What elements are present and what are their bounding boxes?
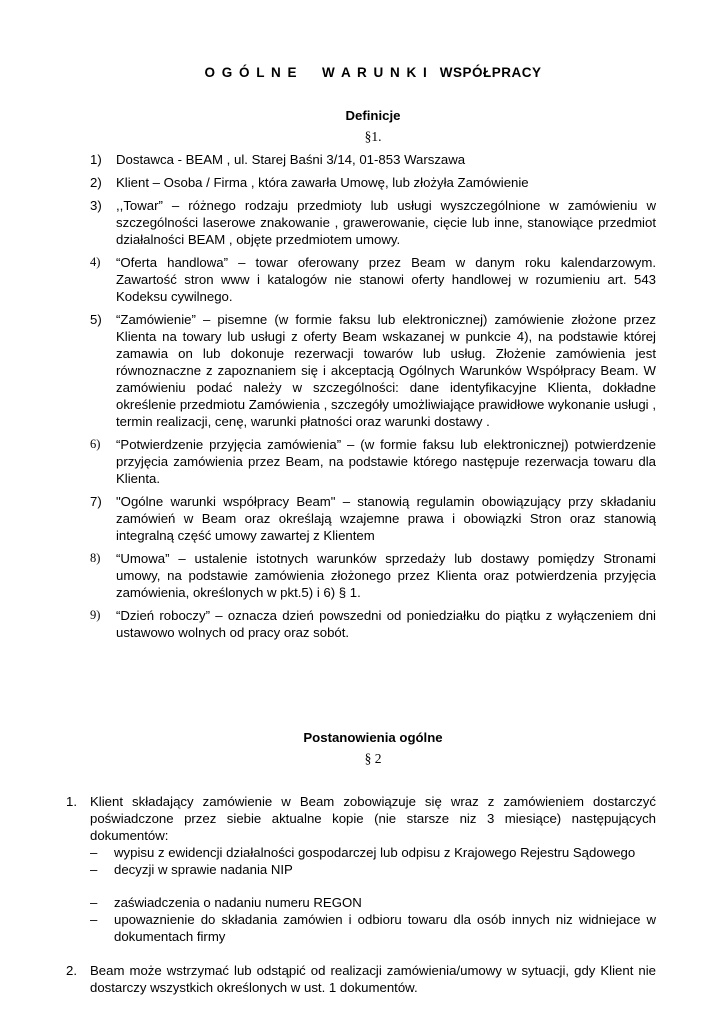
item-text: "Ogólne warunki współpracy Beam" – stanowią regulamin obowiązujący przy składaniu zamówień w Beam oraz określają wzajemne prawa i obowiązki Stron oraz stanowią integralną część umowy zawartej z Klientem	[116, 494, 656, 543]
item-number: 2)	[90, 175, 102, 190]
general-item-1	[66, 793, 656, 945]
general-provisions-list	[66, 793, 656, 996]
bullet-spacer	[90, 878, 656, 894]
item-number: 9)	[90, 608, 101, 622]
bullet-text: upowaznienie do składania zamówien i odbioru towaru dla osób innych niz widniejace w dokumentach firmy	[114, 912, 656, 944]
item-text: Dostawca - BEAM , ul. Starej Baśni 3/14, 01-853 Warszawa	[116, 152, 466, 167]
item-number: 5)	[90, 312, 102, 327]
definitions-list	[90, 151, 656, 641]
item-text: Klient – Osoba / Firma , która zawarła Umowę, lub złożyła Zamówienie	[116, 175, 529, 190]
definitions-heading: Definicje	[345, 108, 401, 123]
document-bullet	[90, 861, 656, 878]
definitions-section-sign: §1.	[364, 129, 382, 144]
document-title	[90, 64, 656, 81]
general-section-sign: § 2	[364, 751, 382, 766]
item-text: “Zamówienie” – pisemne (w formie faksu lub elektronicznej) zamówienie złożone przez Klienta na towary lub usługi z oferty Beam wskazanej w punkcie 4), na podstawie której zamawia on lub dokonuje rezerwacji towarów lub usług. Złożenie zamówienia jest równoznaczne z zapoznaniem się i akceptacją Ogólnych Warunków Współpracy Beam. W zamówieniu podać należy w szczególności: dane identyfikacyjne Klienta, dokładne określenie przedmiotu Zamówienia , szczegóły umożliwiające prawidłowe wykonanie usługi , termin realizacji, cenę, warunki płatności oraz warunki dostawy .	[116, 312, 656, 429]
item-number: 7)	[90, 494, 102, 509]
item-number: 8)	[90, 551, 101, 565]
dash-mark: –	[90, 912, 98, 927]
definition-item	[90, 493, 656, 544]
documents-list	[90, 844, 656, 945]
item-number: 4)	[90, 255, 101, 269]
item-text: ,,Towar” – różnego rodzaju przedmioty lub usługi wyszczególnione w zamówieniu w szczególności laserowe znakowanie , grawerowanie, cięcie lub inne, stanowiące przedmiot działalności BEAM , objęte przedmiotem umowy.	[116, 198, 656, 247]
definition-item	[90, 550, 656, 601]
dash-mark: –	[90, 862, 98, 877]
item-number: 1)	[90, 152, 102, 167]
section-spacer	[90, 647, 656, 729]
definition-item	[90, 436, 656, 487]
item-text: “Umowa” – ustalenie istotnych warunków sprzedaży lub dostawy pomiędzy Stronami umowy, na podstawie zamówienia złożonego przez Klienta oraz potwierdzenia przyjęcia zamówienia, określonych w pkt.5) i 6) § 1.	[116, 551, 656, 600]
definition-item	[90, 254, 656, 305]
bullet-text: zaświadczenia o nadaniu numeru REGON	[114, 895, 362, 910]
item-number: 6)	[90, 437, 101, 451]
bullet-text: decyzji w sprawie nadania NIP	[114, 862, 293, 877]
item-number: 2.	[66, 963, 77, 978]
item-text: Beam może wstrzymać lub odstąpić od realizacji zamówienia/umowy w sytuacji, gdy Klient nie dostarczy wszystkich określonych w ust. 1 dokumentów.	[90, 963, 656, 995]
definition-item	[90, 311, 656, 430]
item-text: “Potwierdzenie przyjęcia zamówienia” – (w formie faksu lub elektronicznej) potwierdzenie przyjęcia zamówienia przez Beam, na podstawie którego następuje rezerwacja towaru dla Klienta.	[116, 437, 656, 486]
document-title-text: O G Ó L N E W A R U N K I WSPÓŁPRACY	[204, 65, 542, 80]
item-text: “Oferta handlowa” – towar oferowany przez Beam w danym roku kalendarzowym. Zawartość stron www i katalogów nie stanowi oferty handlowej w rozumieniu art. 543 Kodeksu cywilnego.	[116, 255, 656, 304]
item-number: 1.	[66, 794, 77, 809]
document-bullet	[90, 844, 656, 861]
definition-item	[90, 151, 656, 168]
item-text: Klient składający zamówienie w Beam zobowiązuje się wraz z zamówieniem dostarczyć poświadczone przez siebie aktualne kopie (nie starsze niz 3 miesiące) następujących dokumentów:	[90, 794, 656, 843]
general-provisions-heading: Postanowienia ogólne	[303, 730, 443, 745]
general-item-2	[66, 962, 656, 996]
document-bullet	[90, 911, 656, 945]
definition-item	[90, 197, 656, 248]
dash-mark: –	[90, 895, 98, 910]
definition-item	[90, 174, 656, 191]
document-bullet	[90, 894, 656, 911]
item-text: “Dzień roboczy” – oznacza dzień powszedni od poniedziałku do piątku z wyłączeniem dni ustawowo wolnych od pracy oraz sobót.	[116, 608, 656, 640]
dash-mark: –	[90, 845, 98, 860]
bullet-text: wypisu z ewidencji działalności gospodarczej lub odpisu z Krajowego Rejestru Sądowego	[114, 845, 636, 860]
item-number: 3)	[90, 198, 102, 213]
definition-item	[90, 607, 656, 641]
